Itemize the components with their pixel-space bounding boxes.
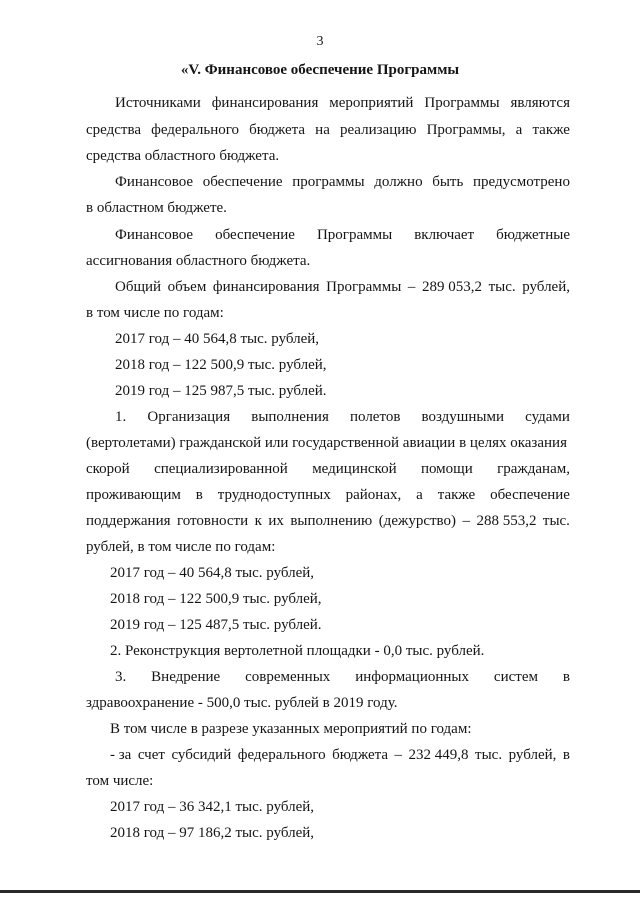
federal-line-1 (110, 746, 570, 764)
word: – (407, 279, 416, 295)
word: бюджета (249, 122, 306, 138)
word: Программы (316, 227, 393, 243)
item-1-line-2: (вертолетами) гражданской или государственной авиации в целях оказания (86, 435, 567, 451)
word: 232 449,8 (408, 747, 469, 763)
word: современных (245, 669, 331, 685)
word: а (416, 487, 423, 503)
word: счет (137, 747, 165, 763)
word: полетов (349, 409, 401, 425)
word: в (562, 747, 570, 763)
word: их (268, 513, 284, 529)
year-2018-total: 2018 год – 122 500,9 тыс. рублей, (115, 357, 327, 373)
word: программы (292, 174, 365, 190)
word: специализированной (154, 461, 288, 477)
word: также (437, 487, 476, 503)
word: реализацию (339, 122, 417, 138)
word: информационных (355, 669, 469, 685)
item-1-line-1 (115, 408, 570, 426)
federal-year-2017: 2017 год – 36 342,1 тыс. рублей, (110, 799, 315, 815)
paragraph-1-line-3: средства областного бюджета. (86, 148, 280, 164)
word: обеспечение (490, 487, 570, 503)
word: рублей, (522, 279, 570, 295)
word: судами (525, 409, 570, 425)
word: обеспечение (202, 174, 283, 190)
word: проживающим (86, 487, 181, 503)
item-1-line-4 (86, 486, 570, 504)
word: объем (167, 279, 207, 295)
word: мероприятий (329, 95, 414, 111)
paragraph-1-line-1 (115, 94, 570, 112)
year-2017-total: 2017 год – 40 564,8 тыс. рублей, (115, 331, 320, 347)
word: Источниками (115, 95, 201, 111)
item-1-line-5 (86, 512, 570, 530)
word: Общий (115, 279, 162, 295)
word: к (254, 513, 262, 529)
word: тыс. (488, 279, 516, 295)
word: – (394, 747, 403, 763)
word: рублей, (508, 747, 557, 763)
word: Организация (147, 409, 231, 425)
item-1-year-2019: 2019 год – 125 487,5 тыс. рублей. (110, 617, 322, 633)
year-2019-total: 2019 год – 125 987,5 тыс. рублей. (115, 383, 327, 399)
page-bottom-rule (0, 890, 640, 893)
item-1-year-2018: 2018 год – 122 500,9 тыс. рублей, (110, 591, 322, 607)
word: готовности (176, 513, 249, 529)
word: средства (86, 122, 142, 138)
word: систем (493, 669, 538, 685)
word: районах, (345, 487, 402, 503)
item-1-line-6: рублей, в том числе по годам: (86, 539, 276, 555)
word: 289 053,2 (422, 279, 482, 295)
word: Программы, (426, 122, 506, 138)
section-heading: «V. Финансовое обеспечение Программы (180, 62, 460, 78)
word: на (315, 122, 330, 138)
word: быть (432, 174, 464, 190)
word: в (195, 487, 203, 503)
item-2: 2. Реконструкция вертолетной площадки - 0,0 тыс. рублей. (110, 643, 485, 659)
word: 288 553,2 (476, 513, 537, 529)
federal-year-2018: 2018 год – 97 186,2 тыс. рублей, (110, 825, 315, 841)
word: Внедрение (151, 669, 221, 685)
word: финансирования (211, 95, 319, 111)
word: обеспечение (215, 227, 295, 243)
word: бюджета (332, 747, 389, 763)
word: также (532, 122, 570, 138)
item-1-year-2017: 2017 год – 40 564,8 тыс. рублей, (110, 565, 315, 581)
word: тыс. (542, 513, 570, 529)
word: помощи (420, 461, 473, 477)
word: Программы (424, 95, 500, 111)
federal-line-2: том числе: (86, 773, 154, 789)
item-1-line-3 (86, 460, 570, 478)
word: бюджетные (496, 227, 570, 243)
word: медицинской (312, 461, 397, 477)
word: федерального (151, 122, 240, 138)
item-3-line-2: здравоохранение - 500,0 тыс. рублей в 2019 году. (86, 695, 398, 711)
word: труднодоступных (217, 487, 331, 503)
word: 3. (115, 669, 127, 685)
word: в (562, 669, 570, 685)
paragraph-2-line-2: в областном бюджете. (86, 200, 227, 216)
word: - за (110, 747, 132, 763)
word: Программы (326, 279, 402, 295)
word: Финансовое (115, 174, 194, 190)
item-3-line-1 (115, 668, 570, 686)
word: выполнения (251, 409, 329, 425)
word: воздушными (421, 409, 504, 425)
paragraph-3-line-1 (115, 226, 570, 244)
breakdown-intro: В том числе в разрезе указанных мероприятий по годам: (110, 721, 472, 737)
paragraph-4-line-1 (115, 278, 570, 296)
word: а (515, 122, 523, 138)
word: поддержания (86, 513, 171, 529)
word: должно (374, 174, 423, 190)
word: включает (414, 227, 475, 243)
word: – (462, 513, 470, 529)
word: выполнению (290, 513, 373, 529)
word: гражданам, (497, 461, 570, 477)
word: федерального (237, 747, 326, 763)
paragraph-3-line-2: ассигнования областного бюджета. (86, 253, 311, 269)
word: финансирования (212, 279, 320, 295)
paragraph-1-line-2 (86, 121, 570, 139)
word: тыс. (475, 747, 503, 763)
word: 1. (115, 409, 127, 425)
page-number: 3 (316, 34, 324, 49)
paragraph-2-line-1 (115, 173, 570, 191)
word: являются (510, 95, 570, 111)
word: скорой (86, 461, 130, 477)
word: субсидий (171, 747, 232, 763)
paragraph-4-line-2: в том числе по годам: (86, 305, 224, 321)
word: предусмотрено (472, 174, 570, 190)
word: Финансовое (115, 227, 194, 243)
word: (дежурство) (378, 513, 457, 529)
